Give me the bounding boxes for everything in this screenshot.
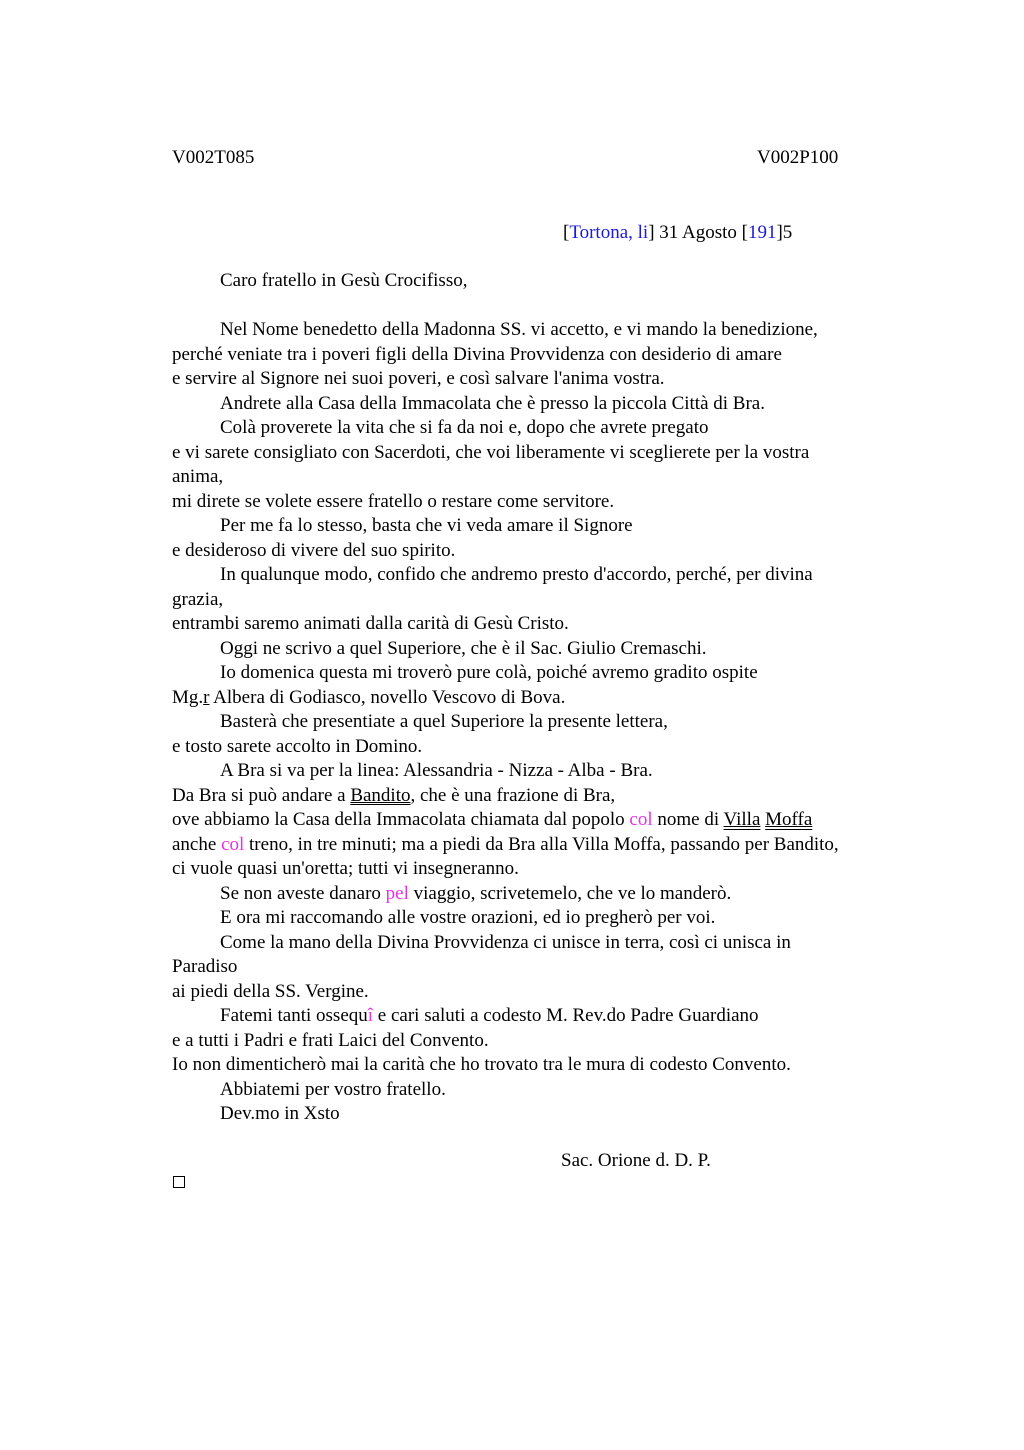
text-line [172, 686, 912, 711]
text-segment: treno, in tre minuti; ma a piedi da Bra alla Villa Moffa, passando per Bandito, [244, 833, 839, 855]
text-line: Andrete alla Casa della Immacolata che è presso la piccola Città di Bra. [220, 392, 765, 414]
double-underlined-word: Villa [723, 809, 761, 830]
text-line: e desideroso di vivere del suo spirito. [172, 539, 456, 561]
text-line [172, 784, 912, 809]
double-underlined-word: Moffa [765, 809, 813, 830]
underlined-abbrev: r [203, 686, 210, 708]
double-underlined-word: Bandito [350, 784, 411, 806]
text-segment: anche [172, 833, 222, 855]
text-line: ai piedi della SS. Vergine. [172, 980, 369, 1002]
text-segment: , che è una frazione di Bra, [410, 784, 616, 806]
text-line [172, 882, 912, 907]
text-segment: nome di [652, 809, 724, 830]
dateline-bracket-open-2: [ [741, 222, 748, 243]
text-line [172, 833, 912, 858]
dateline-year-suffix: ]5 [776, 222, 793, 243]
end-of-document-box-icon [173, 1176, 185, 1188]
letter-body [172, 318, 912, 1127]
text-line [172, 808, 912, 833]
text-segment: Da Bra si può andare a [172, 784, 351, 806]
text-line: e tosto sarete accolto in Domino. [172, 735, 423, 757]
text-line: grazia, [172, 588, 224, 610]
text-line: e a tutti i Padri e frati Laici del Convento. [172, 1029, 489, 1051]
text-line: In qualunque modo, confido che andremo presto d'accordo, perché, per divina [220, 564, 813, 585]
text-line: perché veniate tra i poveri figli della Divina Provvidenza con desiderio di amare [172, 343, 782, 365]
text-segment: ove abbiamo la Casa della Immacolata chiamata dal popolo [172, 809, 630, 830]
text-line: A Bra si va per la linea: Alessandria - Nizza - Alba - Bra. [220, 760, 653, 781]
dateline-bracket-open: [ [563, 222, 570, 243]
text-line: Per me fa lo stesso, basta che vi veda amare il Signore [220, 515, 633, 536]
text-line: anima, [172, 466, 224, 487]
dateline [563, 222, 792, 244]
text-segment: e cari saluti a codesto M. Rev.do Padre Guardiano [373, 1005, 759, 1026]
text-line: Paradiso [172, 956, 238, 977]
text-line: e servire al Signore nei suoi poveri, e così salvare l'anima vostra. [172, 368, 665, 389]
text-line: Io non dimenticherò mai la carità che ho trovato tra le mura di codesto Convento. [172, 1054, 791, 1075]
text-segment: Se non aveste danaro [220, 882, 386, 904]
dateline-year-prefix: 191 [747, 222, 777, 243]
variant-word: pel [385, 882, 409, 904]
closing-formula: Dev.mo in Xsto [220, 1103, 340, 1124]
text-segment: Fatemi tanti ossequ [220, 1005, 368, 1026]
text-line: Oggi ne scrivo a quel Superiore, che è il Sac. Giulio Cremaschi. [220, 637, 707, 659]
variant-word: col [629, 809, 653, 830]
text-line: mi direte se volete essere fratello o restare come servitore. [172, 490, 615, 512]
text-line: Come la mano della Divina Provvidenza ci unisce in terra, così ci unisca in [220, 931, 791, 953]
salutation: Caro fratello in Gesù Crocifisso, [220, 270, 468, 291]
text-segment: Mg. [172, 686, 204, 708]
variant-letter: î [367, 1005, 374, 1026]
text-line: e vi sarete consigliato con Sacerdoti, che voi liberamente vi sceglierete per la vostra [172, 441, 810, 463]
dateline-place: Tortona, li [569, 222, 649, 243]
variant-word: col [221, 833, 245, 855]
dateline-date: ] 31 Agosto [648, 222, 742, 243]
text-line: Nel Nome benedetto della Madonna SS. vi accetto, e vi mando la benedizione, [220, 319, 818, 340]
text-segment: Albera di Godiasco, novello Vescovo di Bova. [209, 686, 566, 708]
text-line: E ora mi raccomando alle vostre orazioni, ed io pregherò per voi. [220, 907, 716, 928]
text-line [172, 1004, 912, 1029]
text-line: Io domenica questa mi troverò pure colà, poiché avremo gradito ospite [220, 662, 758, 683]
text-line: entrambi saremo animati dalla carità di Gesù Cristo. [172, 613, 569, 634]
signature: Sac. Orione d. D. P. [561, 1150, 711, 1171]
text-line: Abbiatemi per vostro fratello. [220, 1078, 446, 1100]
text-line: Colà proverete la vita che si fa da noi e, dopo che avrete pregato [220, 417, 709, 438]
document-code-left: V002T085 [172, 147, 255, 168]
text-line: ci vuole quasi un'oretta; tutti vi insegneranno. [172, 858, 519, 879]
text-line: Basterà che presentiate a quel Superiore la presente lettera, [220, 711, 668, 732]
text-segment: viaggio, scrivetemelo, che ve lo manderò. [408, 882, 732, 904]
document-code-right: V002P100 [757, 147, 839, 168]
